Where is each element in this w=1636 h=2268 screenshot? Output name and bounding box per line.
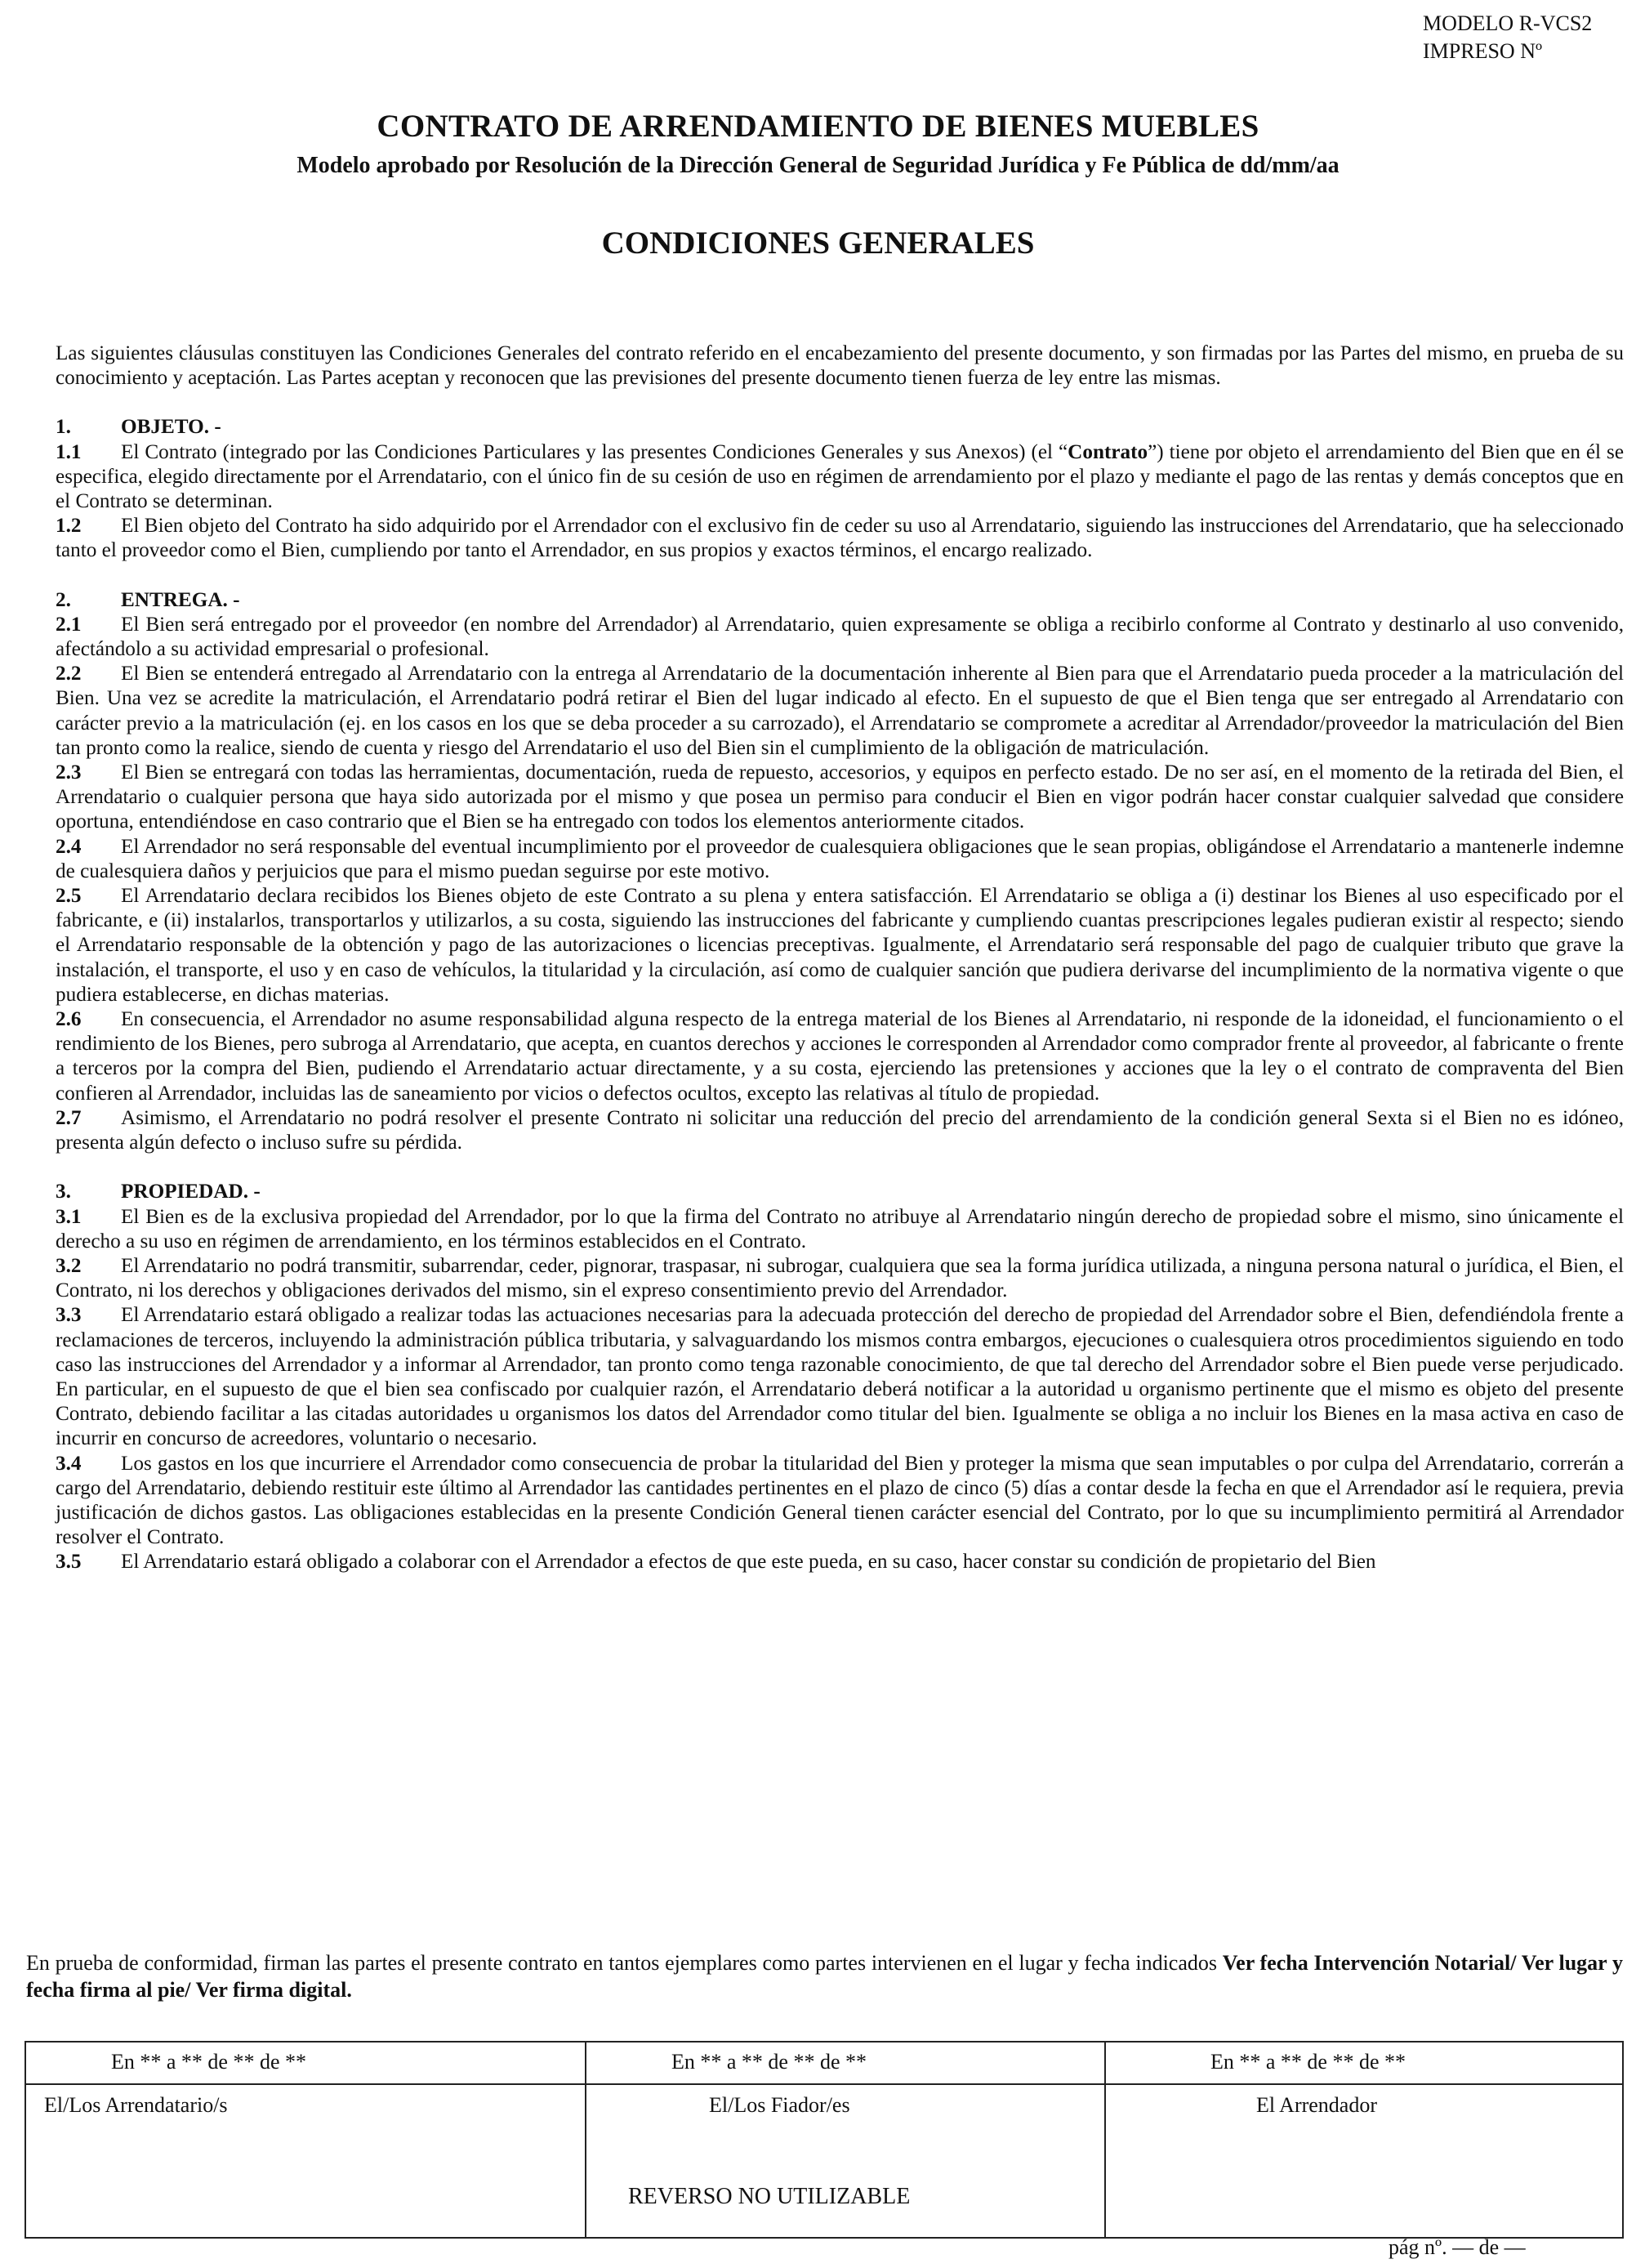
subclause-3-2: 3.2 El Arrendatario no podrá transmitir, subarrendar, ceder, pignorar, traspasar, ni subrogar, cualquiera que sea la forma jurídica utilizada, a ninguna persona natural o jurídica, el Bien, el Contrato, ni los derechos y obligaciones derivados del mismo, sin el expreso consentimiento previo del Arrendador. [56, 1254, 1624, 1302]
signature-column-lessee [26, 2043, 586, 2237]
signature-column-guarantor [586, 2043, 1106, 2237]
document-subtitle: Modelo aprobado por Resolución de la Dirección General de Seguridad Jurídica y Fe Pública de dd/mm/aa [296, 153, 1340, 178]
subclause-2-6: 2.6 En consecuencia, el Arrendador no asume responsabilidad alguna respecto de la entrega material de los Bienes al Arrendatario, ni responde de la idoneidad, el funcionamiento o el rendimiento de los Bienes, pero subroga al Arrendatario, que acepta, en cuantos derechos y acciones le corresponden al Arrendador como comprador frente al proveedor, al fabricante o frente a terceros por la compra del Bien, pudiendo el Arrendatario actuar directamente, y a su costa, ejerciendo las pretensiones y acciones que la ley o el contrato de compraventa del Bien confieren al Arrendador, incluidas las de saneamiento por vicios o defectos ocultos, excepto las relativas al título de propiedad. [56, 1008, 1624, 1105]
closing-paragraph [26, 1949, 1623, 2003]
subclause-3-5: 3.5 El Arrendatario estará obligado a colaborar con el Arrendador a efectos de que este pueda, en su caso, hacer constar su condición de propietario del Bien [56, 1551, 1376, 1574]
clause-1 [56, 415, 1624, 563]
print-number: IMPRESO Nº [1423, 39, 1543, 63]
subclause-2-7: 2.7 Asimismo, el Arrendatario no podrá resolver el presente Contrato ni solicitar una reducción del precio del arrendamiento de la condición general Sexta si el Bien no es idóneo, presenta algún defecto o incluso sufre su pérdida. [56, 1106, 1624, 1154]
clause-3 [56, 1180, 1624, 1574]
reverse-not-usable-note: REVERSO NO UTILIZABLE [628, 2184, 911, 2209]
clause-2 [56, 588, 1624, 1156]
clause-title: ENTREGA. - [121, 588, 240, 611]
subclause-2-2: 2.2 El Bien se entenderá entregado al Arrendatario con la entrega al Arrendatario de la documentación inherente al Bien para que el Arrendatario pueda proceder a la matriculación del Bien. Una vez se acredite la matriculación, el Arrendatario podrá retirar el Bien del lugar indicado al efecto. En el supuesto de que el Bien tenga que ser entregado al Arrendatario con carácter previo a la matriculación (ej. en los casos en los que se deba proceder a su carrozado), el Arrendatario se compromete a acreditar al Arrendador/proveedor la matriculación del Bien tan pronto como la realice, siendo de cuenta y riesgo del Arrendatario el uso del Bien sin el cumplimiento de la obligación de matriculación. [56, 663, 1624, 759]
clause-heading [56, 1180, 1624, 1204]
clause-number: 1. [56, 416, 71, 439]
subclause-1-1: 1.1 El Contrato (integrado por las Condiciones Particulares y las presentes Condiciones Generales y sus Anexos) (el “Contrato”) tiene por objeto el arrendamiento del Bien que en él se especifica, elegido directamente por el Arrendatario, con el único fin de su cesión de uso en régimen de arrendamiento por el plazo y mediante el pago de las rentas y demás conceptos que en el Contrato se determinan. [56, 440, 1624, 513]
document-title: CONTRATO DE ARRENDAMIENTO DE BIENES MUEBLES [377, 109, 1259, 144]
clause-heading [56, 415, 1624, 440]
signature-date: En ** a ** de ** de ** [586, 2043, 1104, 2085]
subclause-2-5: 2.5 El Arrendatario declara recibidos los Bienes objeto de este Contrato a su plena y entera satisfacción. El Arrendatario se obliga a (i) destinar los Bienes al uso especificado por el fabricante, e (ii) instalarlos, transportarlos y utilizarlos, a su costa, siguiendo las instrucciones del fabricante y cumpliendo cuantas prescripciones legales pudieran existir al respecto; siendo el Arrendatario responsable de la obtención y pago de las autorizaciones o licencias preceptivas. Igualmente, el Arrendatario será responsable del pago de cualquier tributo que grave la instalación, el transporte, el uso y en caso de vehículos, la titularidad y la circulación, así como de cualquier sanción que pudiera derivarse del incumplimiento de la normativa vigente o que pudiera establecerse, en dichas materias. [56, 885, 1624, 1006]
clause-number: 2. [56, 588, 71, 611]
signature-date: En ** a ** de ** de ** [26, 2043, 585, 2085]
subclause-3-1: 3.1 El Bien es de la exclusiva propiedad del Arrendador, por lo que la firma del Contrato no atribuye al Arrendatario ningún derecho de propiedad sobre el mismo, sino únicamente el derecho a su uso en régimen de arrendamiento, en los términos establecidos en el Contrato. [56, 1205, 1624, 1252]
closing-bold-text: Ver fecha Intervención Notarial/ Ver lugar y fecha firma al pie/ Ver firma digital. [26, 1951, 1623, 2002]
subclause-1-2: 1.2 El Bien objeto del Contrato ha sido adquirido por el Arrendador con el exclusivo fin de ceder su uso al Arrendatario, siguiendo las instrucciones del Arrendatario, que ha seleccionado tanto el proveedor como el Bien, cumpliendo por tanto el Arrendador, en sus propios y exactos términos, el encargo realizado. [56, 515, 1624, 562]
signature-role: El/Los Fiador/es [709, 2093, 850, 2117]
clause-title: OBJETO. - [121, 416, 221, 439]
signature-role: El/Los Arrendatario/s [44, 2093, 228, 2117]
closing-text: En prueba de conformidad, firman las partes el presente contrato en tantos ejemplares como partes intervienen en el lugar y fecha indicados [26, 1951, 1223, 1975]
intro-paragraph: Las siguientes cláusulas constituyen las Condiciones Generales del contrato referido en el encabezamiento del presente documento, y son firmadas por las Partes del mismo, en prueba de su conocimiento y aceptación. Las Partes aceptan y reconocen que las previsiones del presente documento tienen fuerza de ley entre las mismas. [56, 342, 1624, 390]
subclause-2-3: 2.3 El Bien se entregará con todas las herramientas, documentación, rueda de repuesto, accesorios, y equipos en perfecto estado. De no ser así, en el momento de la retirada del Bien, el Arrendatario o cualquier persona que haya sido autorizada por el mismo y que posea un permiso para conducir el Bien en vigor podrán hacer constar cualquier salvedad que considere oportuna, entendiéndose en caso contrario que el Bien se ha entregado con todos los elementos anteriormente citados. [56, 761, 1624, 833]
clause-number: 3. [56, 1181, 71, 1203]
subclause-2-1: 2.1 El Bien será entregado por el proveedor (en nombre del Arrendador) al Arrendatario, quien expresamente se obliga a recibirlo conforme al Contrato y destinarlo al uso convenido, afectándolo a su actividad empresarial o profesional. [56, 613, 1624, 661]
signature-date: En ** a ** de ** de ** [1106, 2043, 1624, 2085]
clause-title: PROPIEDAD. - [121, 1181, 261, 1203]
signature-role: El Arrendador [1256, 2093, 1378, 2117]
clause-heading [56, 588, 1624, 613]
signature-column-lessor [1106, 2043, 1624, 2237]
signature-table [25, 2041, 1624, 2239]
page-number: pág nº. — de — [1389, 2235, 1526, 2259]
section-heading: CONDICIONES GENERALES [601, 225, 1035, 261]
subclause-3-3: 3.3 El Arrendatario estará obligado a realizar todas las actuaciones necesarias para la adecuada protección del derecho de propiedad del Arrendador sobre el Bien, defendiéndola frente a reclamaciones de terceros, incluyendo la administración pública tributaria, y salvaguardando los mismos contra embargos, ejecuciones o cualesquiera otros procedimientos siguiendo en todo caso las instrucciones del Arrendador y a informar al Arrendador, tan pronto como tenga razonable conocimiento, de que tal derecho del Arrendador sobre el Bien puede verse perjudicado. En particular, en el supuesto de que el bien sea confiscado por cualquier razón, el Arrendatario deberá notificar a la autoridad u organismo pertinente que el mismo es objeto del presente Contrato, debiendo facilitar a las citadas autoridades u organismos los datos del Arrendador como titular del bien. Igualmente se obliga a no incluir los Bienes en la masa activa en caso de incurrir en concurso de acreedores, voluntario o necesario. [56, 1304, 1624, 1450]
subclause-2-4: 2.4 El Arrendador no será responsable del eventual incumplimiento por el proveedor de cualesquiera obligaciones que le sean propias, obligándose el Arrendatario a mantenerle indemne de cualesquiera daños y perjuicios que para el mismo puedan seguirse por este motivo. [56, 835, 1624, 882]
contract-body [56, 342, 1624, 1600]
model-reference [1423, 10, 1592, 65]
model-code: MODELO R-VCS2 [1423, 11, 1593, 35]
subclause-3-4: 3.4 Los gastos en los que incurriere el Arrendador como consecuencia de probar la titularidad del Bien y proteger la misma que sean imputables o por culpa del Arrendatario, correrán a cargo del Arrendatario, debiendo restituir este último al Arrendador las cantidades pertinentes en el plazo de cinco (5) días a contar desde la fecha en que el Arrendador así le requiera, previa justificación de dichos gastos. Las obligaciones establecidas en la presente Condición General tienen carácter esencial del Contrato, por lo que su incumplimiento permitirá al Arrendador resolver el Contrato. [56, 1452, 1624, 1549]
